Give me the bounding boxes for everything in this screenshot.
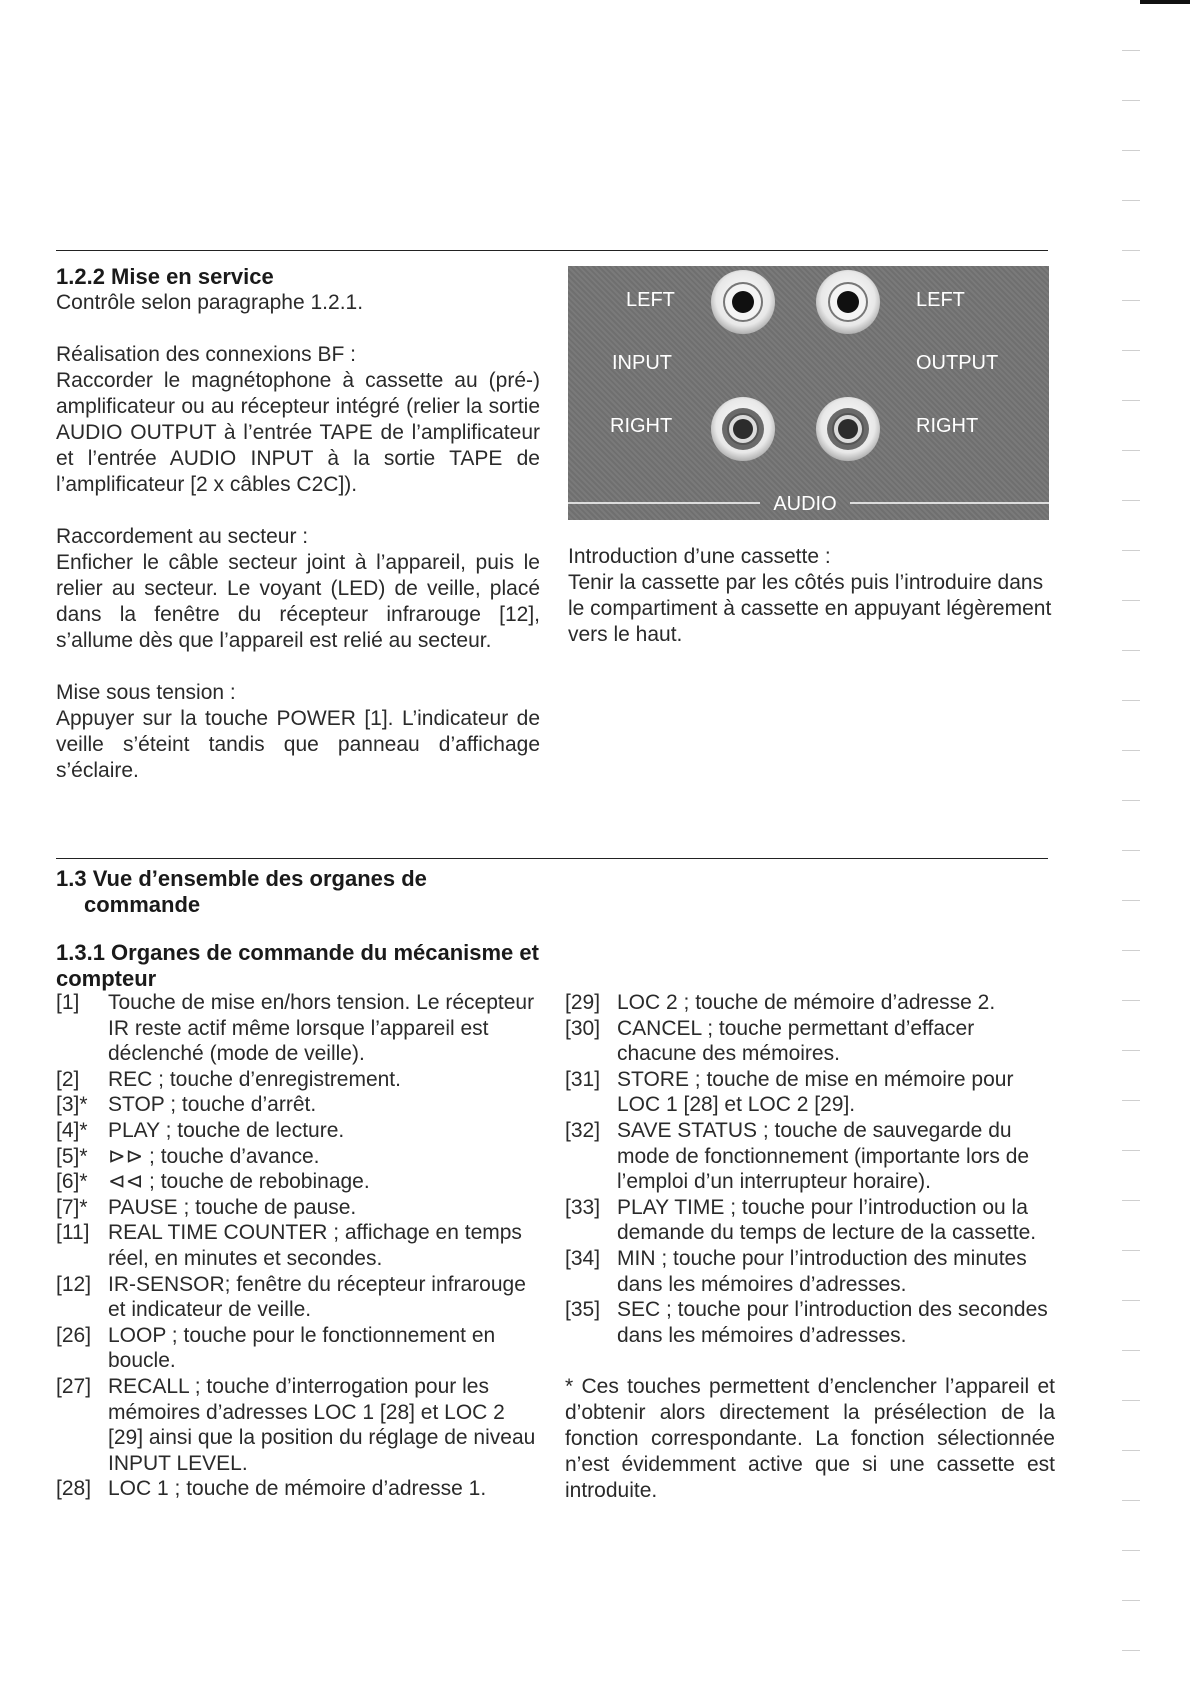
control-number: [34] (565, 1246, 601, 1270)
panel-label-left-out: LEFT (916, 289, 965, 311)
control-list-item (56, 1476, 540, 1502)
control-list-item (565, 1118, 1055, 1195)
control-description: LOC 2 ; touche de mémoire d’adresse 2. (617, 991, 996, 1014)
control-number: [27] (56, 1374, 92, 1398)
panel-label-audio: AUDIO (773, 493, 837, 515)
control-list-item (56, 1323, 540, 1374)
panel-label-left-in: LEFT (626, 289, 675, 311)
control-description: REC ; touche d’enregistrement. (108, 1067, 401, 1091)
control-number: [7]* (56, 1195, 88, 1219)
control-description: PLAY TIME ; touche pour l’introduction ou la demande du temps de lecture de la cassette. (617, 1195, 1037, 1245)
control-number: [33] (565, 1195, 601, 1219)
control-number: [2] (56, 1067, 80, 1091)
control-list-item (565, 1016, 1055, 1067)
controls-list-right (565, 990, 1055, 1504)
control-number: [11] (56, 1221, 90, 1245)
control-list-item (56, 1092, 540, 1118)
control-list-item (565, 1297, 1055, 1348)
mains-title: Raccordement au secteur : (56, 525, 309, 548)
page-corner-mark (1140, 0, 1190, 4)
panel-label-input: INPUT (612, 352, 672, 374)
control-list-item (56, 1272, 540, 1323)
control-number: [28] (56, 1477, 92, 1501)
section-rule-middle (56, 858, 1048, 859)
control-description: SEC ; touche pour l’introduction des secondes dans les mémoires d’adresses. (617, 1298, 1048, 1347)
control-number: [31] (565, 1067, 601, 1091)
rca-jack-left-output (816, 270, 880, 334)
section-1-3 (56, 866, 540, 918)
cassette-text: Tenir la cassette par les côtés puis l’introduire dans le compartiment à cassette en appuyant légèrement vers le haut. (568, 571, 1052, 646)
controls-list-left (56, 990, 540, 1502)
cassette-title: Introduction d’une cassette : (568, 545, 831, 568)
control-list-item (56, 1067, 540, 1093)
control-list-item (56, 1118, 540, 1144)
cassette-section (568, 544, 1052, 648)
control-description: ⊳⊳ ; touche d’avance. (108, 1144, 320, 1168)
panel-label-right-in: RIGHT (610, 415, 673, 437)
rca-jack-left-input (711, 270, 775, 334)
section-rule-top (56, 250, 1048, 251)
control-description: PAUSE ; touche de pause. (108, 1195, 357, 1219)
control-number: [5]* (56, 1144, 88, 1168)
control-list-item (56, 1144, 540, 1170)
control-description: STORE ; touche de mise en mémoire pour LOC 1 [28] et LOC 2 [29]. (617, 1067, 1014, 1117)
mains-text: Enficher le câble secteur joint à l’appareil, puis le relier au secteur. Le voyant (LED) de veille, placé dans la fenêtre du récepteur infrarouge [12], s’allume dès que l’appareil est relié au secteur. (56, 551, 540, 652)
control-description: Touche de mise en/hors tension. Le récepteur IR reste actif même lorsque l’appareil est déclenché (mode de veille). (108, 991, 535, 1066)
control-number: [35] (565, 1298, 601, 1322)
control-number: [30] (565, 1016, 601, 1040)
control-description: LOC 1 ; touche de mémoire d’adresse 1. (108, 1477, 487, 1501)
footnote-text: * Ces touches permettent d’enclencher l’appareil et d’obtenir alors directement la présélection de la fonction correspondante. La fonction sélectionnée n’est évidemment active que si une cassette est introduite. (565, 1375, 1055, 1503)
section-1-3-1 (56, 940, 540, 992)
section-1-2-2 (56, 264, 540, 784)
control-description: LOOP ; touche pour le fonctionnement en boucle. (108, 1323, 496, 1373)
section-1-3-heading: 1.3 Vue d’ensemble des organes de commande (56, 866, 427, 917)
control-list-item (565, 1246, 1055, 1297)
rca-jack-right-input (711, 397, 775, 461)
control-description: PLAY ; touche de lecture. (108, 1118, 345, 1142)
control-list-item (56, 990, 540, 1067)
control-list-item (56, 1195, 540, 1221)
control-description: CANCEL ; touche permettant d’effacer chacune des mémoires. (617, 1016, 975, 1066)
control-list-item (565, 990, 1055, 1016)
control-list-item (565, 1195, 1055, 1246)
control-list-item (56, 1169, 540, 1195)
control-description: REAL TIME COUNTER ; affichage en temps réel, en minutes et secondes. (108, 1221, 522, 1270)
control-number: [32] (565, 1118, 601, 1142)
control-number: [4]* (56, 1118, 88, 1142)
bf-title: Réalisation des connexions BF : (56, 343, 356, 366)
control-list-item (56, 1220, 540, 1271)
check-text: Contrôle selon paragraphe 1.2.1. (56, 291, 364, 314)
power-title: Mise sous tension : (56, 681, 236, 704)
control-number: [29] (565, 991, 601, 1014)
control-list-item (56, 1374, 540, 1476)
control-description: IR-SENSOR; fenêtre du récepteur infrarouge et indicateur de veille. (108, 1272, 526, 1322)
panel-label-output: OUTPUT (916, 352, 999, 374)
control-description: RECALL ; touche d’interrogation pour les mémoires d’adresses LOC 1 [28] et LOC 2 [29] ainsi que la position du réglage de niveau INPUT LEVEL. (108, 1374, 536, 1475)
control-number: [26] (56, 1323, 92, 1347)
bf-text: Raccorder le magnétophone à cassette au (pré-) amplificateur ou au récepteur intégré (relier la sortie AUDIO OUTPUT à l’entrée TAPE de l’amplificateur et l’entrée AUDIO INPUT à la sortie TAPE de l’amplificateur [2 x câbles C2C]). (56, 369, 540, 496)
panel-label-right-out: RIGHT (916, 415, 979, 437)
control-number: [1] (56, 991, 80, 1014)
control-number: [12] (56, 1272, 92, 1296)
control-number: [6]* (56, 1170, 88, 1194)
control-number: [3]* (56, 1093, 88, 1117)
rca-jack-right-output (816, 397, 880, 461)
audio-connector-panel (568, 266, 1049, 520)
section-heading: 1.2.2 Mise en service (56, 264, 274, 289)
section-1-3-1-heading: 1.3.1 Organes de commande du mécanisme et compteur (56, 940, 539, 991)
control-description: SAVE STATUS ; touche de sauvegarde du mode de fonctionnement (importante lors de l’emploi d’un interrupteur horaire). (617, 1118, 1030, 1194)
control-description: ⊲⊲ ; touche de rebobinage. (108, 1170, 370, 1194)
power-text: Appuyer sur la touche POWER [1]. L’indicateur de veille s’éteint tandis que panneau d’affichage s’éclaire. (56, 707, 540, 782)
control-description: MIN ; touche pour l’introduction des minutes dans les mémoires d’adresses. (617, 1246, 1027, 1296)
control-description: STOP ; touche d’arrêt. (108, 1093, 317, 1117)
control-list-item (565, 1067, 1055, 1118)
